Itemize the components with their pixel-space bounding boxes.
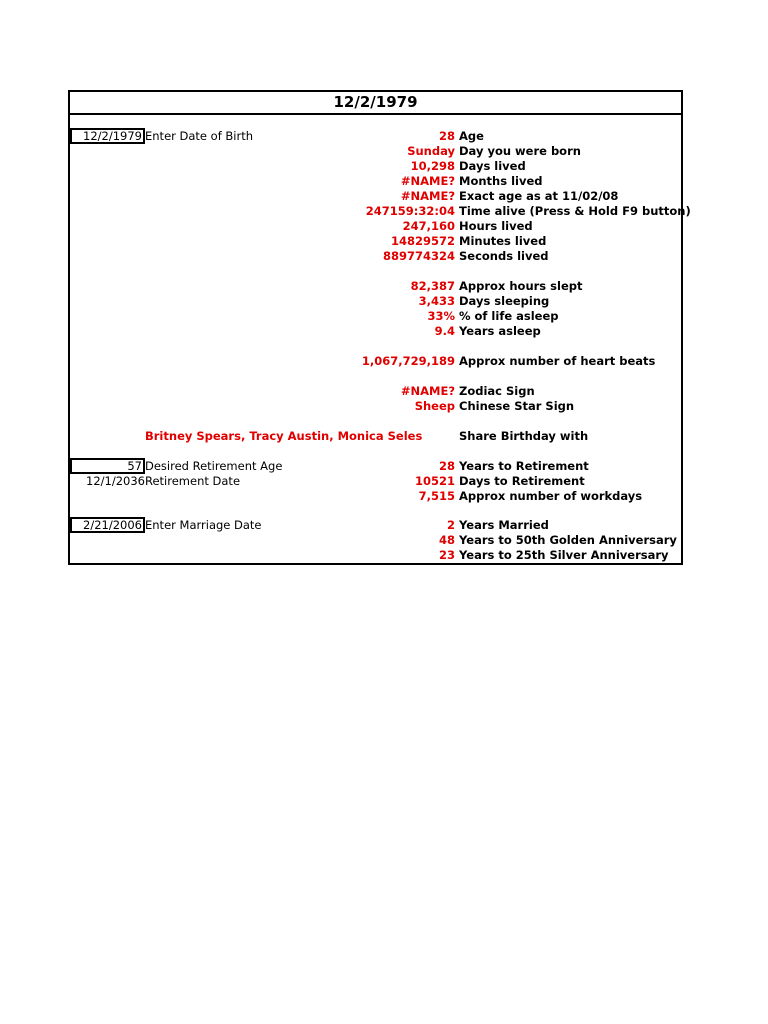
sheet-title: 12/2/1979 — [70, 92, 681, 115]
retirement-date-label: Retirement Date — [145, 474, 241, 488]
stat-label: Day you were born — [459, 144, 581, 158]
birth-date-input[interactable]: 12/2/1979 — [70, 128, 145, 144]
stat-label: Days to Retirement — [459, 474, 585, 488]
stat-value: 23 — [438, 548, 455, 562]
stat-value: 14829572 — [390, 234, 455, 248]
row-hours-lived — [70, 219, 681, 234]
stat-label: Approx hours slept — [459, 279, 583, 293]
stat-label: Years asleep — [459, 324, 541, 338]
stat-value: 247,160 — [402, 219, 455, 233]
stat-label: Approx number of heart beats — [459, 354, 656, 368]
row-golden-anniversary — [70, 533, 681, 548]
row-hours-slept — [70, 279, 681, 294]
row-years-asleep — [70, 324, 681, 339]
row-days-lived — [70, 159, 681, 174]
row-life-asleep — [70, 309, 681, 324]
row-days-sleeping — [70, 294, 681, 309]
row-months-lived — [70, 174, 681, 189]
row-zodiac — [70, 384, 681, 399]
stat-value: 82,387 — [410, 279, 455, 293]
stat-label: Time alive (Press & Hold F9 button) — [459, 204, 691, 218]
stat-value: 2 — [446, 518, 455, 532]
stat-value: #NAME? — [400, 384, 455, 398]
stat-label: Years to 25th Silver Anniversary — [459, 548, 669, 562]
share-birthday-label: Share Birthday with — [459, 429, 589, 443]
stat-value: Sheep — [414, 399, 455, 413]
stat-value: 33% — [427, 309, 455, 323]
birth-date-label: Enter Date of Birth — [145, 129, 254, 143]
row-exact-age — [70, 189, 681, 204]
stat-label: Zodiac Sign — [459, 384, 535, 398]
row-heart-beats — [70, 354, 681, 369]
retirement-age-input[interactable]: 57 — [70, 458, 145, 474]
stat-label: Minutes lived — [459, 234, 547, 248]
stat-label: Days sleeping — [459, 294, 550, 308]
marriage-date-input[interactable]: 2/21/2006 — [70, 517, 145, 533]
stat-label: Hours lived — [459, 219, 533, 233]
row-day-born — [70, 144, 681, 159]
row-retirement-age — [70, 459, 681, 474]
stat-value: 28 — [438, 129, 455, 143]
stat-label: Seconds lived — [459, 249, 549, 263]
row-minutes-lived — [70, 234, 681, 249]
row-share-birthday — [70, 429, 681, 444]
stat-label: Years to 50th Golden Anniversary — [459, 533, 677, 547]
row-age — [70, 129, 681, 144]
stat-label: Months lived — [459, 174, 543, 188]
stat-value: 7,515 — [418, 489, 455, 503]
stat-label: Years to Retirement — [459, 459, 589, 473]
retirement-date-value: 12/1/2036 — [86, 474, 145, 488]
stat-value: 1,067,729,189 — [361, 354, 455, 368]
celebrity-names: Britney Spears, Tracy Austin, Monica Seles — [145, 429, 423, 443]
stat-label: Chinese Star Sign — [459, 399, 575, 413]
stat-value: 889774324 — [382, 249, 455, 263]
stat-value: 28 — [438, 459, 455, 473]
stat-value: 3,433 — [418, 294, 455, 308]
stat-value: 9.4 — [434, 324, 455, 338]
stat-value: 10521 — [414, 474, 455, 488]
stat-value: 10,298 — [410, 159, 455, 173]
marriage-date-label: Enter Marriage Date — [145, 518, 262, 532]
stat-label: Years Married — [459, 518, 549, 532]
spreadsheet-table — [68, 90, 691, 565]
row-retirement-date — [70, 474, 681, 489]
row-workdays — [70, 489, 681, 504]
stat-label: Days lived — [459, 159, 526, 173]
stat-label: Exact age as at 11/02/08 — [459, 189, 619, 203]
row-years-married — [70, 518, 681, 533]
stat-value: #NAME? — [400, 174, 455, 188]
stat-label: Approx number of workdays — [459, 489, 643, 503]
retirement-age-label: Desired Retirement Age — [145, 459, 283, 473]
stat-label: Age — [459, 129, 484, 143]
row-silver-anniversary — [70, 548, 681, 563]
row-chinese-sign — [70, 399, 681, 414]
row-seconds-lived — [70, 249, 681, 264]
row-time-alive — [70, 204, 691, 219]
stat-value: #NAME? — [400, 189, 455, 203]
stat-value: 48 — [438, 533, 455, 547]
stat-label: % of life asleep — [459, 309, 559, 323]
stat-value: 247159:32:04 — [365, 204, 455, 218]
stat-value: Sunday — [407, 144, 455, 158]
